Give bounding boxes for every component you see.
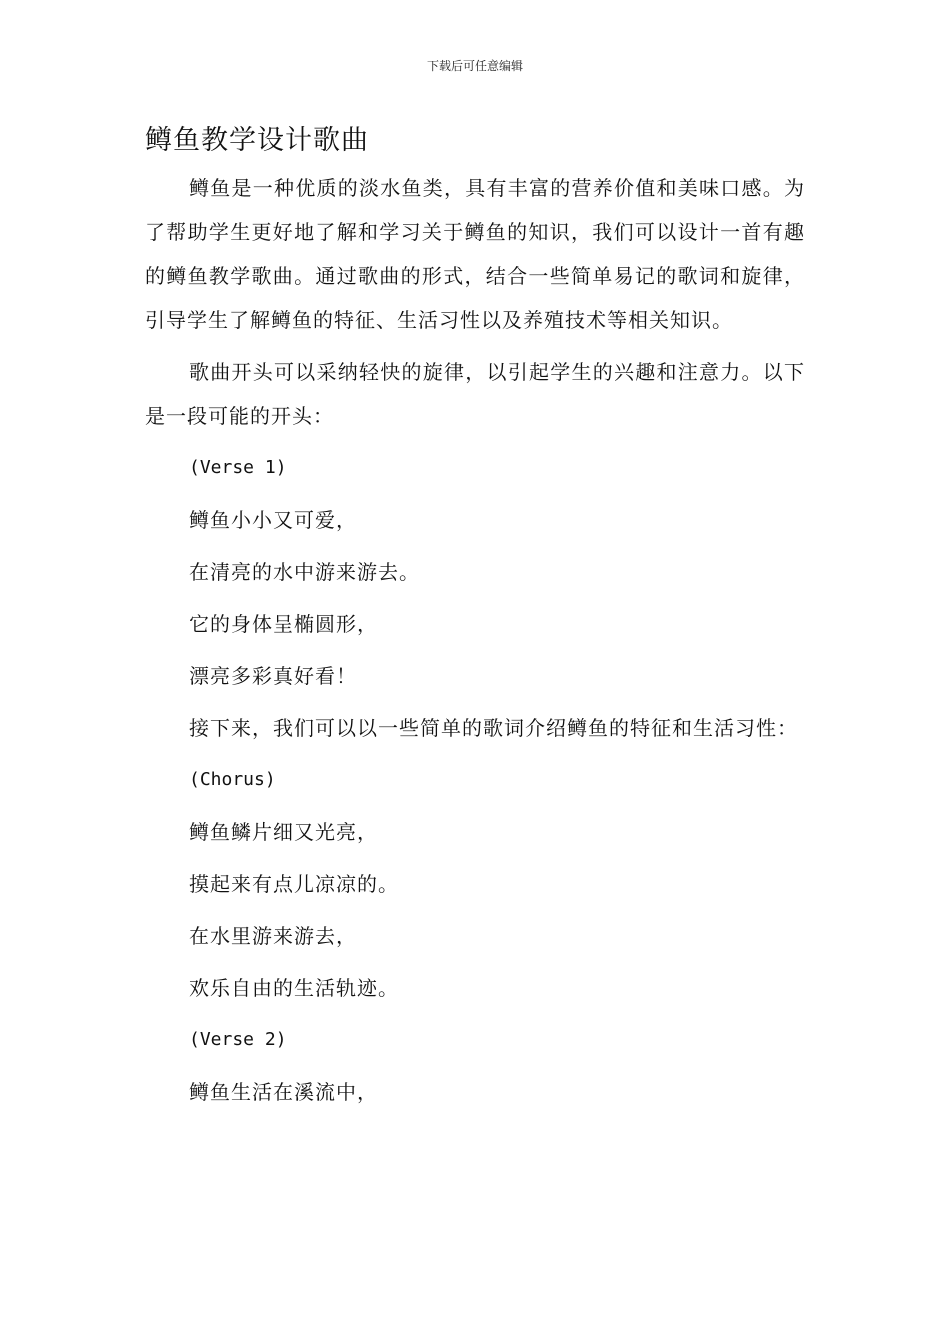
lyric-line: 鳟鱼生活在溪流中， [189,1080,378,1104]
lyric-line: 欢乐自由的生活轨迹。 [189,976,399,1000]
lyric-line: 在水里游来游去， [189,924,357,948]
intro-paragraph: 鳟鱼是一种优质的淡水鱼类，具有丰富的营养价值和美味口感。为了帮助学生更好地了解和学习关于鳟鱼的知识，我们可以设计一首有趣的鳟鱼教学歌曲。通过歌曲的形式，结合一些简单易记的歌词和旋律，引导学生了解鳟鱼的特征、生活习性以及养殖技术等相关知识。 [145,176,805,332]
verse1-label: (Verse 1) [189,457,287,478]
document-body [145,166,805,1114]
chorus-intro-paragraph: 接下来，我们可以以一些简单的歌词介绍鳟鱼的特征和生活习性： [189,716,798,740]
lyric-line: 它的身体呈椭圆形， [189,612,378,636]
lyric-line: 在清亮的水中游来游去。 [189,560,420,584]
lyric-line: 漂亮多彩真好看！ [189,664,357,688]
verse2-label: (Verse 2) [189,1029,287,1050]
lyric-line: 鳟鱼小小又可爱， [189,508,357,532]
opening-paragraph: 歌曲开头可以采纳轻快的旋律，以引起学生的兴趣和注意力。以下是一段可能的开头： [145,360,805,428]
page-header: 下载后可任意编辑 [426,59,523,73]
document-title: 鳟鱼教学设计歌曲 [145,125,369,156]
lyric-line: 摸起来有点儿凉凉的。 [189,872,399,896]
lyric-line: 鳟鱼鳞片细又光亮， [189,820,378,844]
chorus-label: (Chorus) [189,769,276,790]
